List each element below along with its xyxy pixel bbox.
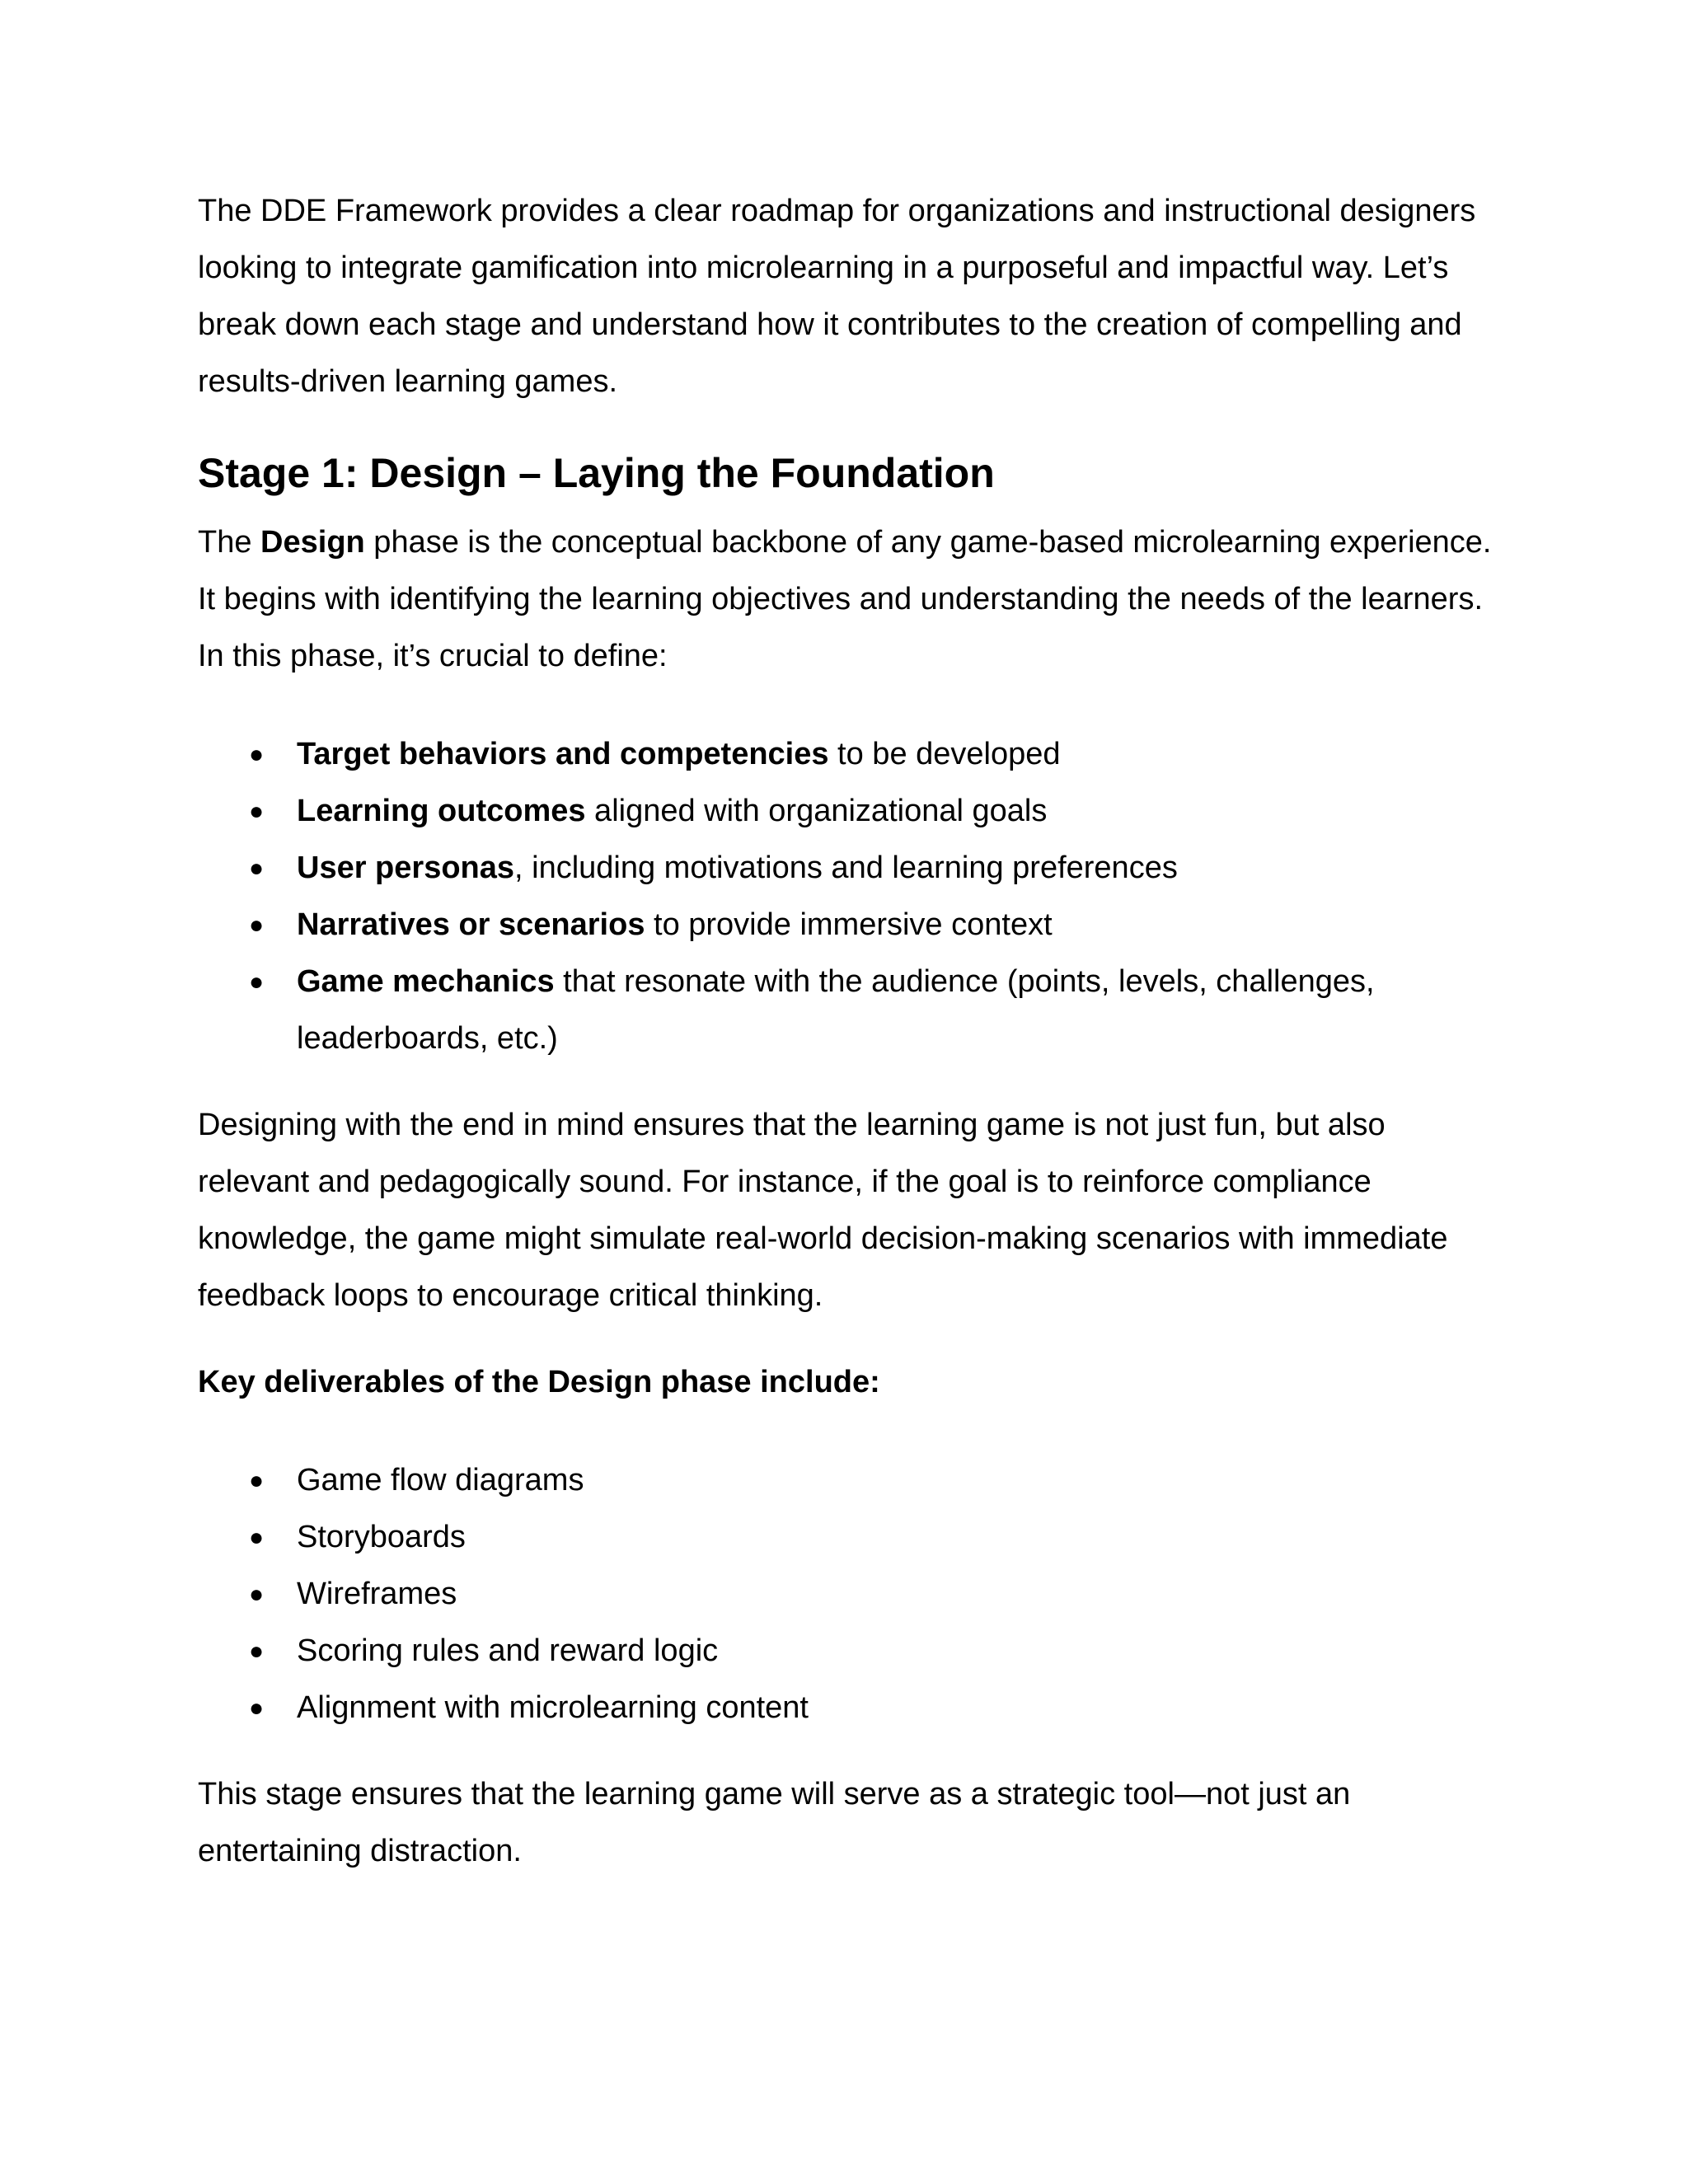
list-item xyxy=(198,1680,1500,1736)
bullet-icon: ● xyxy=(249,1581,265,1608)
list-item-bold: Target behaviors and competencies xyxy=(297,737,829,771)
define-list xyxy=(198,726,1500,1067)
design-keyword: Design xyxy=(260,525,365,560)
list-item xyxy=(198,726,1500,783)
list-item xyxy=(198,1623,1500,1680)
list-item xyxy=(198,1566,1500,1623)
list-item-bold: Learning outcomes xyxy=(297,794,586,828)
bullet-icon: ● xyxy=(249,1467,265,1494)
deliverables-list xyxy=(198,1452,1500,1736)
bullet-icon: ● xyxy=(249,741,265,768)
list-item-bold: Game mechanics xyxy=(297,964,555,999)
bullet-icon: ● xyxy=(249,1638,265,1665)
bullet-icon: ● xyxy=(249,912,265,939)
list-item-text: Alignment with microlearning content xyxy=(297,1690,809,1725)
bullet-icon: ● xyxy=(249,855,265,882)
deliverables-heading: Key deliverables of the Design phase include: xyxy=(198,1365,880,1399)
list-item xyxy=(198,1509,1500,1566)
design-para-lead: The xyxy=(198,525,261,560)
list-item-text: Wireframes xyxy=(297,1577,457,1611)
design-para-body: phase is the conceptual backbone of any game-based microlearning experience. It begins with identifying the learning objectives and understanding the needs of the learners. In this phase, it’s crucial to define: xyxy=(198,525,1492,673)
list-item xyxy=(198,1452,1500,1509)
list-item-text: to provide immersive context xyxy=(645,907,1053,942)
bullet-icon: ● xyxy=(249,798,265,825)
list-item-text: to be developed xyxy=(828,737,1061,771)
list-item-bold: User personas xyxy=(297,851,515,885)
bullet-icon: ● xyxy=(249,1524,265,1551)
list-item xyxy=(198,954,1500,1067)
stage-1-heading: Stage 1: Design – Laying the Foundation xyxy=(198,450,995,496)
document-page xyxy=(198,183,1500,1880)
list-item-text: Game flow diagrams xyxy=(297,1463,584,1497)
list-item-text: , including motivations and learning preferences xyxy=(514,851,1178,885)
list-item xyxy=(198,783,1500,840)
example-paragraph: Designing with the end in mind ensures that the learning game is not just fun, but also relevant and pedagogically sound. For instance, if the goal is to reinforce compliance knowledge, the game might simulate real-world decision-making scenarios with immediate feedback loops to encourage critical thinking. xyxy=(198,1108,1448,1313)
bullet-icon: ● xyxy=(249,1694,265,1722)
closing-paragraph: This stage ensures that the learning game will serve as a strategic tool—not just an entertaining distraction. xyxy=(198,1777,1351,1868)
list-item xyxy=(198,840,1500,897)
list-item-bold: Narratives or scenarios xyxy=(297,907,645,942)
list-item-text: Scoring rules and reward logic xyxy=(297,1633,719,1668)
list-item-text: Storyboards xyxy=(297,1520,466,1554)
bullet-icon: ● xyxy=(249,968,265,996)
list-item-text: that resonate with the audience (points, levels, challenges, leaderboards, etc.) xyxy=(297,964,1375,1056)
design-phase-paragraph xyxy=(198,514,1500,685)
intro-paragraph: The DDE Framework provides a clear roadmap for organizations and instructional designers looking to integrate gamification into microlearning in a purposeful and impactful way. Let’s break down each stage and understand how it contributes to the creation of compelling and results-driven learning games. xyxy=(198,194,1476,399)
list-item-text: aligned with organizational goals xyxy=(585,794,1048,828)
list-item xyxy=(198,897,1500,954)
